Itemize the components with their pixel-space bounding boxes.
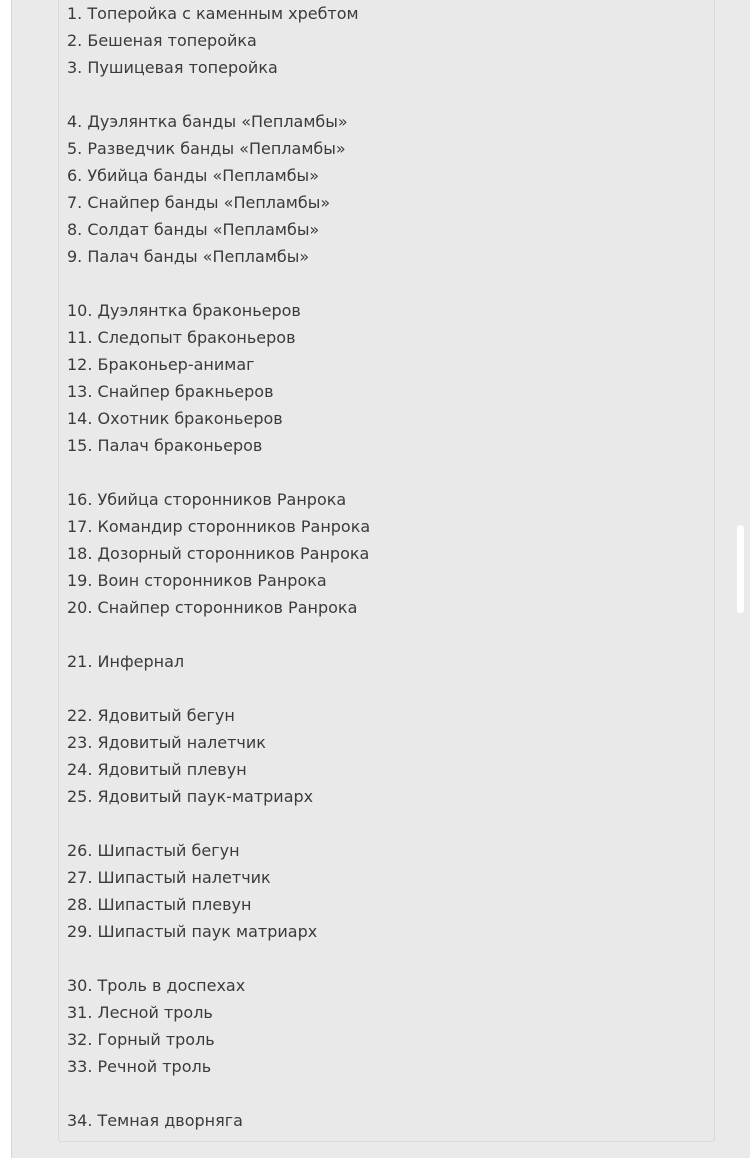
list-item: 30. Троль в доспехах xyxy=(67,976,246,995)
list-item: 27. Шипастый налетчик xyxy=(67,868,271,887)
list-item: 3. Пушицевая топеройка xyxy=(67,58,278,77)
list-item: 10. Дуэлянтка браконьеров xyxy=(67,301,301,320)
list-item: 32. Горный троль xyxy=(67,1030,215,1049)
list-item: 33. Речной троль xyxy=(67,1057,212,1076)
list-spacer xyxy=(67,621,370,648)
list-item: 16. Убийца сторонников Ранрока xyxy=(67,490,347,509)
list-item: 15. Палач браконьеров xyxy=(67,436,263,455)
creature-list xyxy=(67,0,370,1134)
list-spacer xyxy=(67,945,370,972)
list-item: 31. Лесной троль xyxy=(67,1003,213,1022)
list-item: 14. Охотник браконьеров xyxy=(67,409,283,428)
list-item: 1. Топеройка с каменным хребтом xyxy=(67,4,359,23)
list-item: 17. Командир сторонников Ранрока xyxy=(67,517,371,536)
list-spacer xyxy=(67,810,370,837)
list-spacer xyxy=(67,81,370,108)
list-item: 11. Следопыт браконьеров xyxy=(67,328,296,347)
list-item: 22. Ядовитый бегун xyxy=(67,706,235,725)
list-item: 23. Ядовитый налетчик xyxy=(67,733,266,752)
list-item: 6. Убийца банды «Пепламбы» xyxy=(67,166,319,185)
list-item: 24. Ядовитый плевун xyxy=(67,760,247,779)
list-spacer xyxy=(67,675,370,702)
list-item: 7. Снайпер банды «Пепламбы» xyxy=(67,193,331,212)
list-item: 26. Шипастый бегун xyxy=(67,841,240,860)
list-item: 13. Снайпер бракньеров xyxy=(67,382,274,401)
list-item: 21. Инфернал xyxy=(67,652,185,671)
list-spacer xyxy=(67,459,370,486)
list-item: 4. Дуэлянтка банды «Пепламбы» xyxy=(67,112,348,131)
list-item: 12. Браконьер-анимаг xyxy=(67,355,255,374)
list-item: 2. Бешеная топеройка xyxy=(67,31,257,50)
list-item: 28. Шипастый плевун xyxy=(67,895,252,914)
list-spacer xyxy=(67,270,370,297)
list-item: 34. Темная дворняга xyxy=(67,1111,243,1130)
list-item: 20. Снайпер сторонников Ранрока xyxy=(67,598,358,617)
list-item: 25. Ядовитый паук-матриарх xyxy=(67,787,314,806)
list-item: 8. Солдат банды «Пепламбы» xyxy=(67,220,320,239)
list-item: 29. Шипастый паук матриарх xyxy=(67,922,318,941)
list-item: 5. Разведчик банды «Пепламбы» xyxy=(67,139,346,158)
scrollbar-thumb[interactable] xyxy=(737,525,744,613)
list-item: 9. Палач банды «Пепламбы» xyxy=(67,247,310,266)
list-spacer xyxy=(67,1080,370,1107)
list-item: 18. Дозорный сторонников Ранрока xyxy=(67,544,370,563)
list-item: 19. Воин сторонников Ранрока xyxy=(67,571,327,590)
